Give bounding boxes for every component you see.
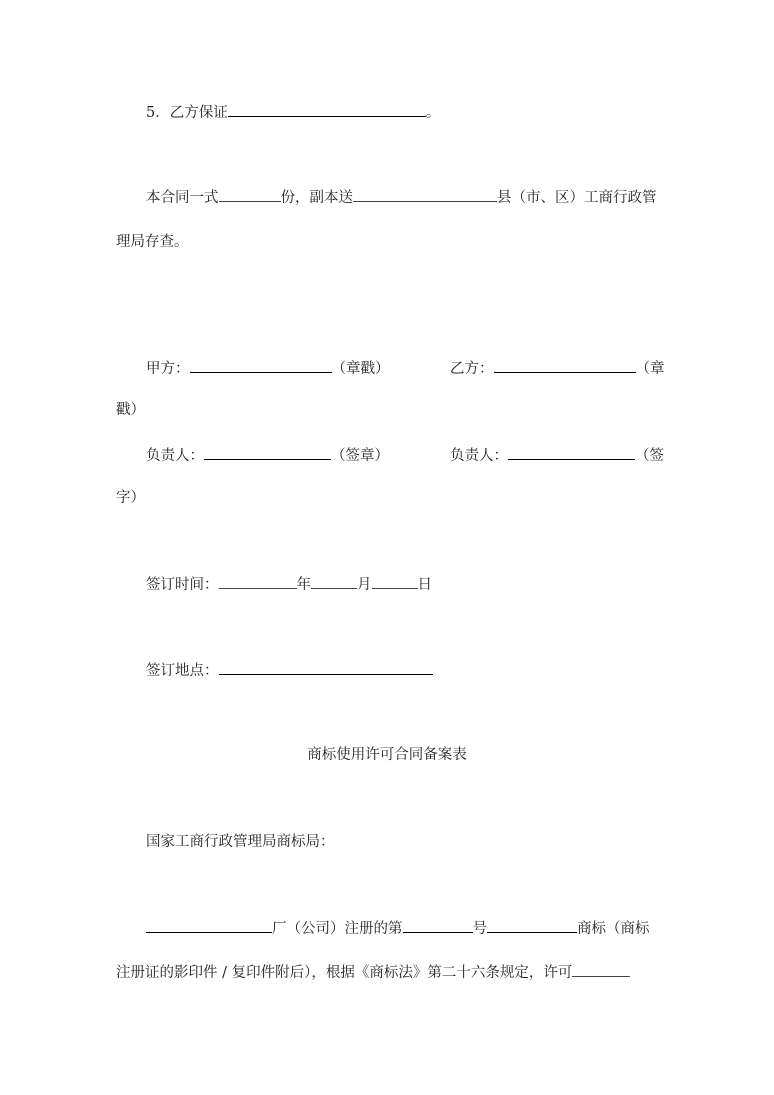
copies-line [146,187,657,208]
company-blank[interactable] [146,918,272,933]
resp-b-label: 负责人： [450,448,508,464]
para-text-b: 号 [472,921,487,937]
copies-text-c: 县（市、区）工商行政管 [497,190,657,206]
party-b-blank[interactable] [494,358,636,373]
para-line-1 [146,918,650,939]
day-blank[interactable] [372,574,418,589]
addressee-line [146,832,335,852]
sign-place-line [146,660,433,681]
copies-count-blank[interactable] [219,187,281,202]
party-a-line [146,358,390,379]
resp-b-sign-end: 字） [116,490,145,506]
party-a-seal: （章戳） [331,361,390,377]
copies-text-b: 份，副本送 [280,190,353,206]
party-b-seal-wrap [116,400,145,420]
copies-line-2 [116,232,189,252]
resp-b-blank[interactable] [508,445,635,460]
resp-a-blank[interactable] [204,445,331,460]
resp-a-label: 负责人： [146,448,204,464]
party-b-seal-start: （章 [635,361,665,377]
form-title [0,745,774,765]
sign-time-line [146,574,432,595]
form-title-text: 商标使用许可合同备案表 [307,747,467,763]
para-text-c: 商标（商标 [577,921,650,937]
guarantee-blank[interactable] [228,102,426,117]
resp-b-line [450,445,664,466]
resp-a-sign: （签章） [331,448,389,464]
para-text-a: 厂（公司）注册的第 [272,921,403,937]
county-blank[interactable] [353,187,497,202]
party-a-blank[interactable] [190,358,332,373]
sign-place-label: 签订地点： [146,663,219,679]
sign-place-blank[interactable] [219,660,433,675]
month-label: 月 [357,577,372,593]
sign-time-label: 签订时间： [146,577,219,593]
para-line-2 [116,962,630,983]
resp-b-sign-start: （签 [635,448,664,464]
addressee-text: 国家工商行政管理局商标局： [146,834,335,850]
month-blank[interactable] [311,574,357,589]
trademark-blank[interactable] [487,918,577,933]
item-5-line [146,102,440,123]
year-label: 年 [296,577,311,593]
item-5-end: 。 [425,105,441,121]
resp-a-line [146,445,389,466]
item-5-text: 5．乙方保证 [146,105,228,121]
party-b-line [450,358,665,379]
party-b-label: 乙方： [450,361,494,377]
registration-number-blank[interactable] [403,918,473,933]
copies-text-d: 理局存查。 [116,234,189,250]
resp-b-sign-wrap [116,488,145,508]
day-label: 日 [417,577,432,593]
party-b-seal-end: 戳） [116,402,145,418]
year-blank[interactable] [219,574,297,589]
para-text-d: 注册证的影印件 / 复印件附后），根据《商标法》第二十六条规定，许可 [116,965,573,981]
party-a-label: 甲方： [146,361,190,377]
copies-text-a: 本合同一式 [146,190,219,206]
licensee-blank[interactable] [572,962,630,977]
